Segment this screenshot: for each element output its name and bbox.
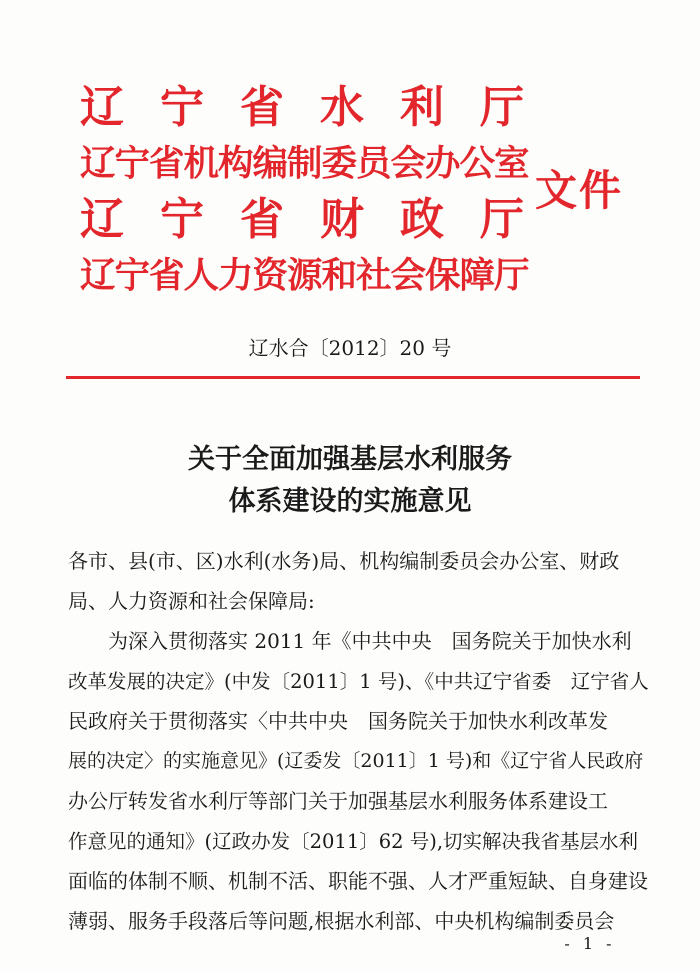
issuer-char: 省	[240, 82, 285, 133]
issuer-block	[80, 80, 530, 304]
body-line: 民政府关于贯彻落实〈中共中央 国务院关于加快水利改革发	[68, 709, 608, 733]
body-line: 薄弱、服务手段落后等问题,根据水利部、中央机构编制委员会	[68, 909, 615, 933]
document-title-line-2: 体系建设的实施意见	[228, 486, 472, 517]
issuer-char: 财	[320, 194, 365, 245]
document-number: 辽水合〔2012〕20 号	[248, 336, 452, 360]
issuer-establishment-office: 辽宁省机构编制委员会办公室	[80, 143, 529, 184]
issuer-char: 政	[400, 194, 445, 245]
body-line: 作意见的通知》(辽政办发〔2011〕62 号),切实解决我省基层水利	[68, 830, 639, 853]
issuer-char: 省	[240, 194, 285, 245]
red-divider-line	[66, 376, 640, 379]
page-number: - 1 -	[564, 934, 616, 953]
body-line: 局、人力资源和社会保障局:	[68, 589, 315, 613]
issuer-char: 利	[400, 82, 445, 133]
issuer-char: 厅	[480, 82, 525, 133]
document-title-line-1: 关于全面加强基层水利服务	[188, 444, 512, 475]
body-line: 改革发展的决定》(中发〔2011〕1 号)、《中共辽宁省委 辽宁省人	[68, 670, 649, 693]
issuer-char: 辽	[80, 194, 125, 245]
issuer-water-resources-department	[80, 80, 525, 136]
document-suffix: 文件	[535, 166, 624, 215]
body-line: 展的决定〉的实施意见》(辽委发〔2011〕1 号)和《辽宁省人民政府	[68, 750, 644, 772]
issuer-char: 辽	[80, 82, 125, 133]
body-line: 办公厅转发省水利厅等部门关于加强基层水利服务体系建设工	[68, 789, 608, 813]
body-line: 各市、县(市、区)水利(水务)局、机构编制委员会办公室、财政	[68, 549, 620, 573]
body-line: 面临的体制不顺、机制不活、职能不强、人才严重短缺、自身建设	[68, 869, 648, 893]
issuer-char: 宁	[160, 82, 205, 133]
issuer-finance-department	[80, 192, 525, 248]
body-line: 为深入贯彻落实 2011 年《中共中央 国务院关于加快水利	[68, 629, 632, 653]
issuer-char: 厅	[480, 194, 525, 245]
issuer-char: 宁	[160, 194, 205, 245]
issuer-hr-social-security-department: 辽宁省人力资源和社会保障厅	[80, 255, 529, 296]
issuer-char: 水	[320, 82, 365, 133]
